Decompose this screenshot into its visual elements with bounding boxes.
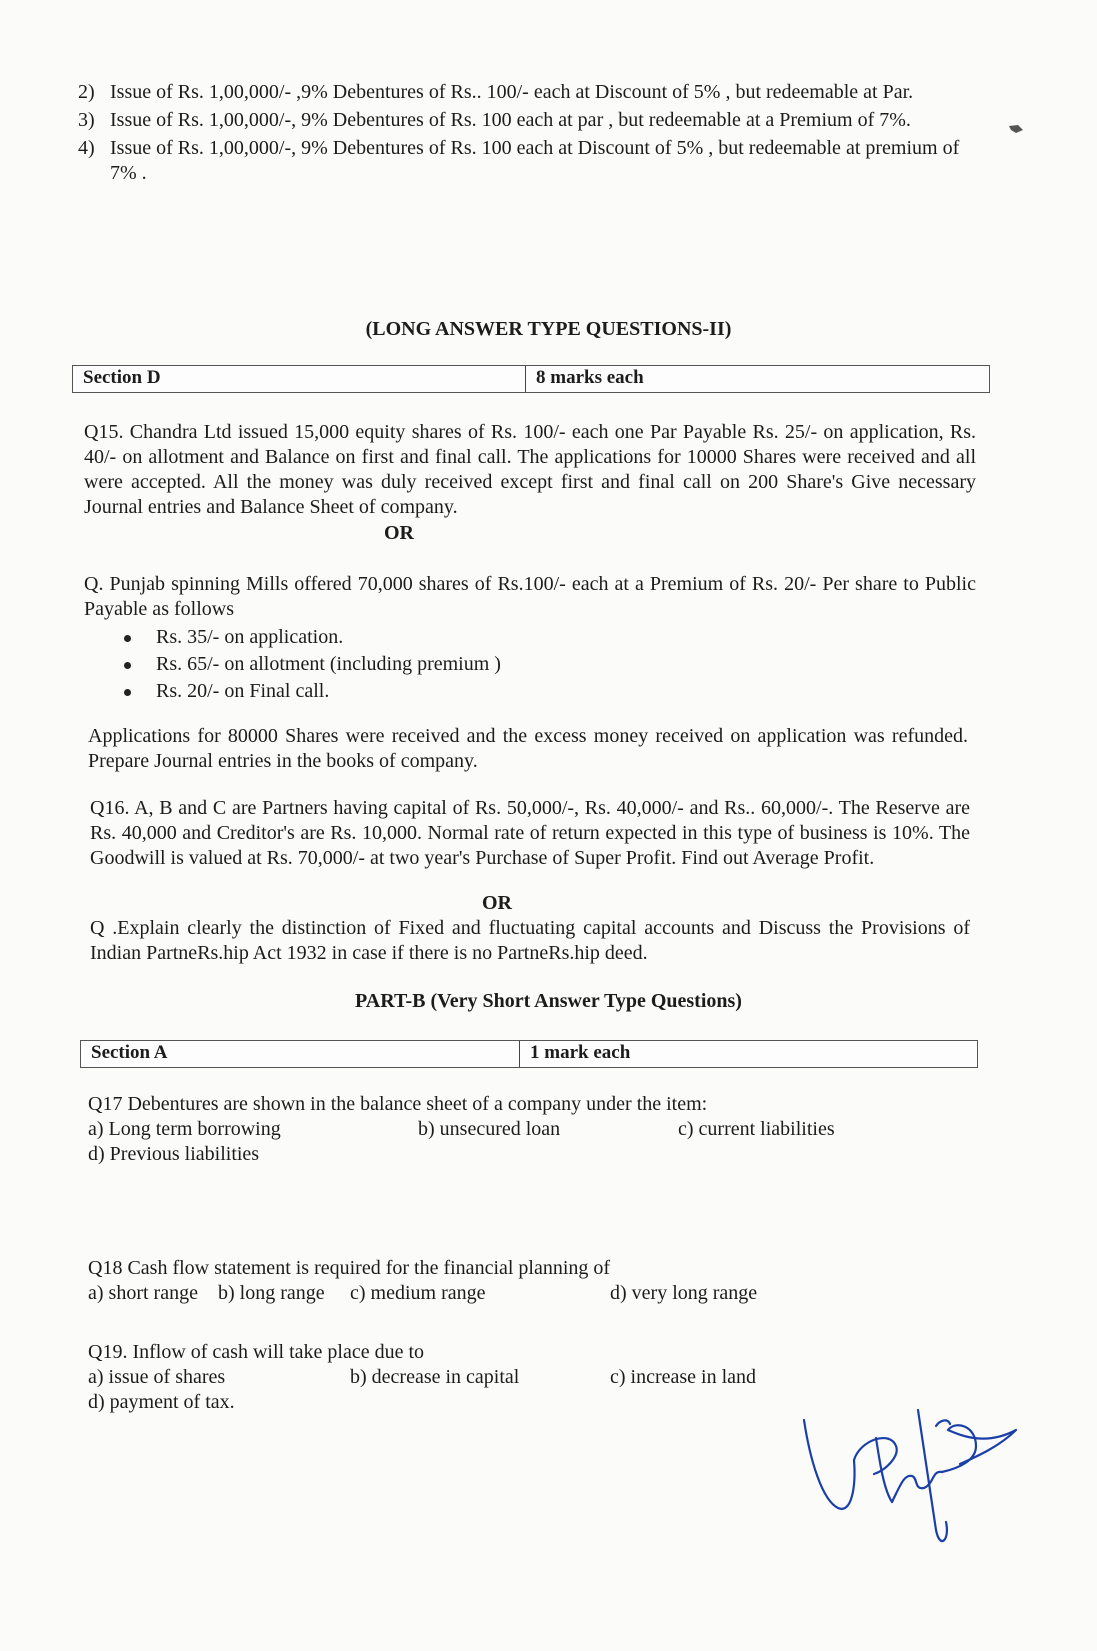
list-item-text: Issue of Rs. 1,00,000/-, 9% Debentures of Rs. 100 each at par , but redeemable at a Premium of 7%. xyxy=(110,109,911,131)
bullet-icon xyxy=(124,689,131,696)
list-item xyxy=(124,651,976,678)
option-a: a) short range xyxy=(88,1282,198,1304)
option-c: c) current liabilities xyxy=(678,1118,835,1140)
list-item-text: Issue of Rs. 1,00,000/- ,9% Debentures of Rs.. 100/- each at Discount of 5% , but redeemable at Par. xyxy=(110,81,914,103)
section-d-label: Section D xyxy=(73,366,526,392)
question-17 xyxy=(88,1092,968,1167)
list-item xyxy=(124,678,976,705)
option-d: d) payment of tax. xyxy=(88,1391,235,1413)
option-b: b) decrease in capital xyxy=(350,1366,520,1388)
payment-schedule-list xyxy=(84,624,976,705)
bullet-icon xyxy=(124,662,131,669)
question-15: Q15. Chandra Ltd issued 15,000 equity shares of Rs. 100/- each one Par Payable Rs. 25/- on application, Rs. 40/- on allotment and Balance on first and final call. The applications for 10000 Shares were received and all were accepted. All the money was duly received except first and final call on 200 Share's Give necessary Journal entries and Balance Sheet of company. xyxy=(84,421,976,518)
or-divider: OR xyxy=(384,522,414,544)
signature-icon xyxy=(800,1390,1020,1560)
section-d-marks: 8 marks each xyxy=(536,367,644,388)
option-b: b) long range xyxy=(218,1282,325,1304)
option-c: c) increase in land xyxy=(610,1366,757,1388)
list-item-number: 4) xyxy=(78,137,95,159)
question-17-text: Q17 Debentures are shown in the balance sheet of a company under the item: xyxy=(88,1093,708,1115)
long-answer-heading: (LONG ANSWER TYPE QUESTIONS-II) xyxy=(365,318,732,340)
list-item-number: 2) xyxy=(78,81,95,103)
question-15-alt-end: Applications for 80000 Shares were received and the excess money received on application was refunded. Prepare Journal entries in the books of company. xyxy=(88,725,968,772)
or-divider: OR xyxy=(482,892,512,914)
option-c: c) medium range xyxy=(350,1282,486,1304)
section-a-box xyxy=(80,1040,978,1068)
option-a: a) Long term borrowing xyxy=(88,1118,281,1140)
bullet-icon xyxy=(124,635,131,642)
list-item-text: Rs. 35/- on application. xyxy=(156,626,344,648)
question-17-options xyxy=(88,1117,968,1142)
list-item-text: Rs. 65/- on allotment (including premium ) xyxy=(156,653,501,675)
question-17-options-row2 xyxy=(88,1142,968,1167)
option-b: b) unsecured loan xyxy=(418,1118,561,1140)
list-item xyxy=(78,108,980,133)
question-16: Q16. A, B and C are Partners having capital of Rs. 50,000/-, Rs. 40,000/- and Rs.. 60,000/-. The Reserve are Rs. 40,000 and Creditor's are Rs. 10,000. Normal rate of return expected in this type of business is 10%. The Goodwill is valued at Rs. 70,000/- at two year's Purchase of Super Profit. Find out Average Profit. xyxy=(90,797,970,869)
question-18-options xyxy=(88,1281,968,1306)
question-16-alternative: Q .Explain clearly the distinction of Fixed and fluctuating capital accounts and Discuss the Provisions of Indian PartneRs.hip Act 1932 in case if there is no PartneRs.hip deed. xyxy=(90,917,970,964)
option-d: d) very long range xyxy=(610,1282,758,1304)
part-b-heading: PART-B (Very Short Answer Type Questions) xyxy=(355,990,742,1012)
question-19-text: Q19. Inflow of cash will take place due to xyxy=(88,1341,425,1363)
question-15-alt-intro: Q. Punjab spinning Mills offered 70,000 shares of Rs.100/- each at a Premium of Rs. 20/- Per share to Public Payable as follows xyxy=(84,573,976,620)
section-d-box xyxy=(72,365,990,393)
list-item xyxy=(78,136,980,186)
question-18-text: Q18 Cash flow statement is required for the financial planning of xyxy=(88,1257,611,1279)
option-d: d) Previous liabilities xyxy=(88,1143,260,1165)
section-a-marks: 1 mark each xyxy=(530,1042,631,1063)
debenture-issue-list xyxy=(78,80,980,189)
option-a: a) issue of shares xyxy=(88,1366,226,1388)
question-19-options xyxy=(88,1365,968,1390)
question-15-alternative xyxy=(84,572,976,705)
scan-speck-icon xyxy=(1008,124,1024,134)
list-item xyxy=(124,624,976,651)
question-18 xyxy=(88,1256,968,1306)
list-item xyxy=(78,80,980,105)
list-item-text: Issue of Rs. 1,00,000/-, 9% Debentures of Rs. 100 each at Discount of 5% , but redeemable at premium of 7% . xyxy=(110,137,960,184)
section-a-label: Section A xyxy=(81,1041,520,1067)
list-item-number: 3) xyxy=(78,109,95,131)
list-item-text: Rs. 20/- on Final call. xyxy=(156,680,330,702)
